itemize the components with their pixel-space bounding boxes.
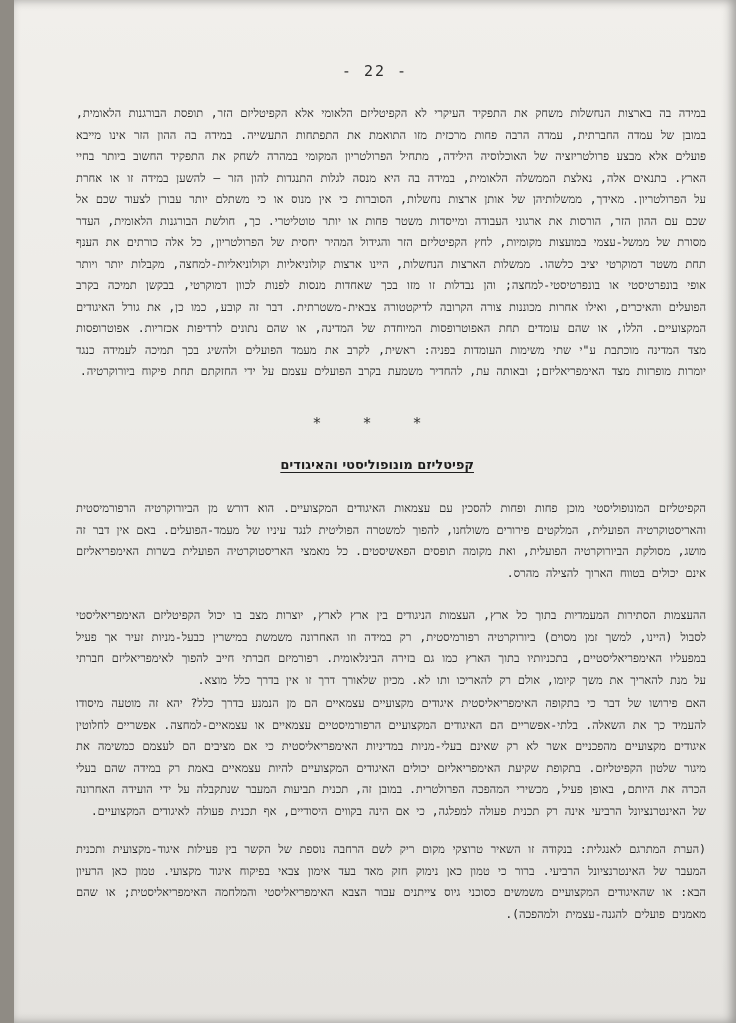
paragraph-monopoly-capitalism: הקפיטליזם המונופוליסטי מוכן פחות ופחות להסכין עם עצמאות האיגודים המקצועיים. הוא דורש מן הביורוקרטיה הרפורמיסטית והאריסטוקרטיה הפועלית, המלקטים פירורים משולחנו, להפוך למשטרה הפוליטית לנגד עיניו של מעמד-הפועלים. באם אין דבר זה מושג, מסולקת הביורוקרטיה הפועלית, ואת מקומה תופסים הפאשיסטים. כל מאמצי האריסטוקרטיה הפועלית בשרות האימפריאליזם אינם יכולים בטווח הארוך להצילה מהרס. [76,501,706,580]
paragraph-class-contradictions: ההעצמות הסתירות המעמדיות בתוך כל ארץ, העצמות הניגודים בין ארץ לארץ, יוצרות מצב בו יכול הקפיטליזם האימפריאליסטי לסבול (היינו, למשך זמן מסוים) ביורוקרטיה רפורמיסטית, רק במידה וזו האחרונה משמשת במישרין כבעל-מניות זעיר אך פעיל במפעליו האימפריאליסטיים, בתכניותיו בתוך הארץ כמו גם בזירה הבינלאומית. רפורמיזם חברתי חייב להפוך לאימפריאליזם חברתי על מנת להאריך את משך קיומו, אולם רק להאריכו ותו לא. מכיון שלאורך דרך זו אין בדרך כלל מוצא. [76,608,706,687]
paragraph-translator-note: (הערת המתרגם לאנגלית: בנקודה זו השאיר טרוצקי מקום ריק לשם הרחבה נוספת של הקשר בין פעילות איגוד-מקצועית ותכנית המעבר של האינטרנציונל הרביעי. ברור כי טמון כאן נימוק חזק מאד בעד אימון צבאי בפיקוח איגוד מקצועי. טמון כאן הרעיון הבא: או שהאיגודים המקצועיים משמשים כסוכני גיוס צייתנים עבור הצבא האימפריאליסטי והמלחמה האימפריאליסטית; או שהם מאמנים פועלים להגנה-עצמית ולמהפכה). [76,842,706,921]
section-title: קפיטליזם מונופוליסטי והאיגודים [280,458,474,473]
paragraph-independent-unions: האם פירושו של דבר כי בתקופה האימפריאליסטית איגודים מקצועיים עצמאיים הם מן הנמנע בדרך כלל? יהא זה מוטעה מיסודו להעמיד כך את השאלה. בלתי-אפשריים הם האיגודים המקצועיים הרפורמיסטיים עצמאיים או עצמאיים-למחצה. אפשריים לחלוטין איגודים מקצועיים מהפכניים אשר לא רק שאינם בעלי-מניות במדיניות האימפריאליסטית כי אם מציבים הם לעצמם כמשימה את מיגור שלטון הקפיטליזם. בתקופת שקיעת האימפריאליזם יכולים האיגודים המקצועיים להיות עצמאיים באמת רק במידה שהם בעלי הכרה את היותם, באופן פעיל, מכשירי המהפכה הפרולטרית. במובן זה, תכנית תביעות המעבר שנתקבלה על ידי הועידה האחרונה של האינטרנציונל הרביעי אינה רק תכנית פעולה למפלגה, כי אם הינה בקווים היסודיים, אף תכנית פעולה לאיגודים המקצועיים. [76,696,706,818]
page-number: - 22 - [341,62,409,80]
paragraph-intro: במידה בה בארצות הנחשלות משחק את התפקיד העיקרי לא הקפיטליזם הלאומי אלא הקפיטליזם הזר, תופסת הבורגנות הלאומית, במובן של עמדה החברתית, עמדה הרבה פחות מרכזית מזו התואמת את התפתחות התעשייה. במידה בה ההון הזר אינו מייבא פועלים אלא מבצע פרולטריזציה של האוכלוסיה הילידה, מתחיל הפרולטריון המקומי במהרה לשחק את התפקיד החשוב ביותר בחיי הארץ. בתנאים אלה, נאלצת הממשלה הלאומית, במידה בה היא מנסה לגלות התנגדות להון הזר – להשען במידה זו או אחרת על הפרולטריון. מאידך, ממשלותיהן של אותן ארצות נחשלות, הסוברות כי אין מנוס או כי משתלם יותר עבורן לצעוד שכם אל שכם עם ההון הזר, הורסות את ארגוני העבודה ומייסדות משטר פחות או יותר טוטליטרי. כך, חולשת הבורגנות הלאומית, העדר מסורת של ממשל-עצמי במועצות מקומיות, לחץ הקפיטליזם הזר והגידול המהיר יחסית של הפרולטריון, כל אלה כורתים את הענף תחת משטר דמוקרטי יציב כלשהו. ממשלות הארצות הנחשלות, היינו ארצות קולוניאליות וקולוניאליות-למחצה, מקבלות יותר ויותר אופי בונפרטיסטי או בונפרטיסטי-למחצה; והן נבדלות זו מזו בכך שאחדות מנסות לפנות לכוון דמוקרטי, בבקשן תמיכה בקרב הפועלים והאיכרים, ואילו אחרות מכוננות צורה הקרובה לדיקטטורה צבאית-משטרתית. דבר זה קובע, כמו כן, את גורל האיגודים המקצועיים. הללו, או שהם עומדים תחת האפוטרופסות המיוחדת של המדינה, או שהם נתונים לרדיפות אכזריות. אפוטרופסות מצד המדינה מוכתבת ע"י שתי משימות העומדות בפניה: ראשית, לקרב את מעמד הפועלים ולהשיג בכך תמיכה לעמידה כנגד יומרות מופרזות מצד האימפריאליזם; ובאותה עת, להחדיר משמעת בקרב הפועלים עצמם על ידי החזקתם תחת פיקוח ביורוקרטיה. [76,106,706,379]
section-divider-stars: * * * [312,414,438,432]
document-page [14,0,736,1023]
